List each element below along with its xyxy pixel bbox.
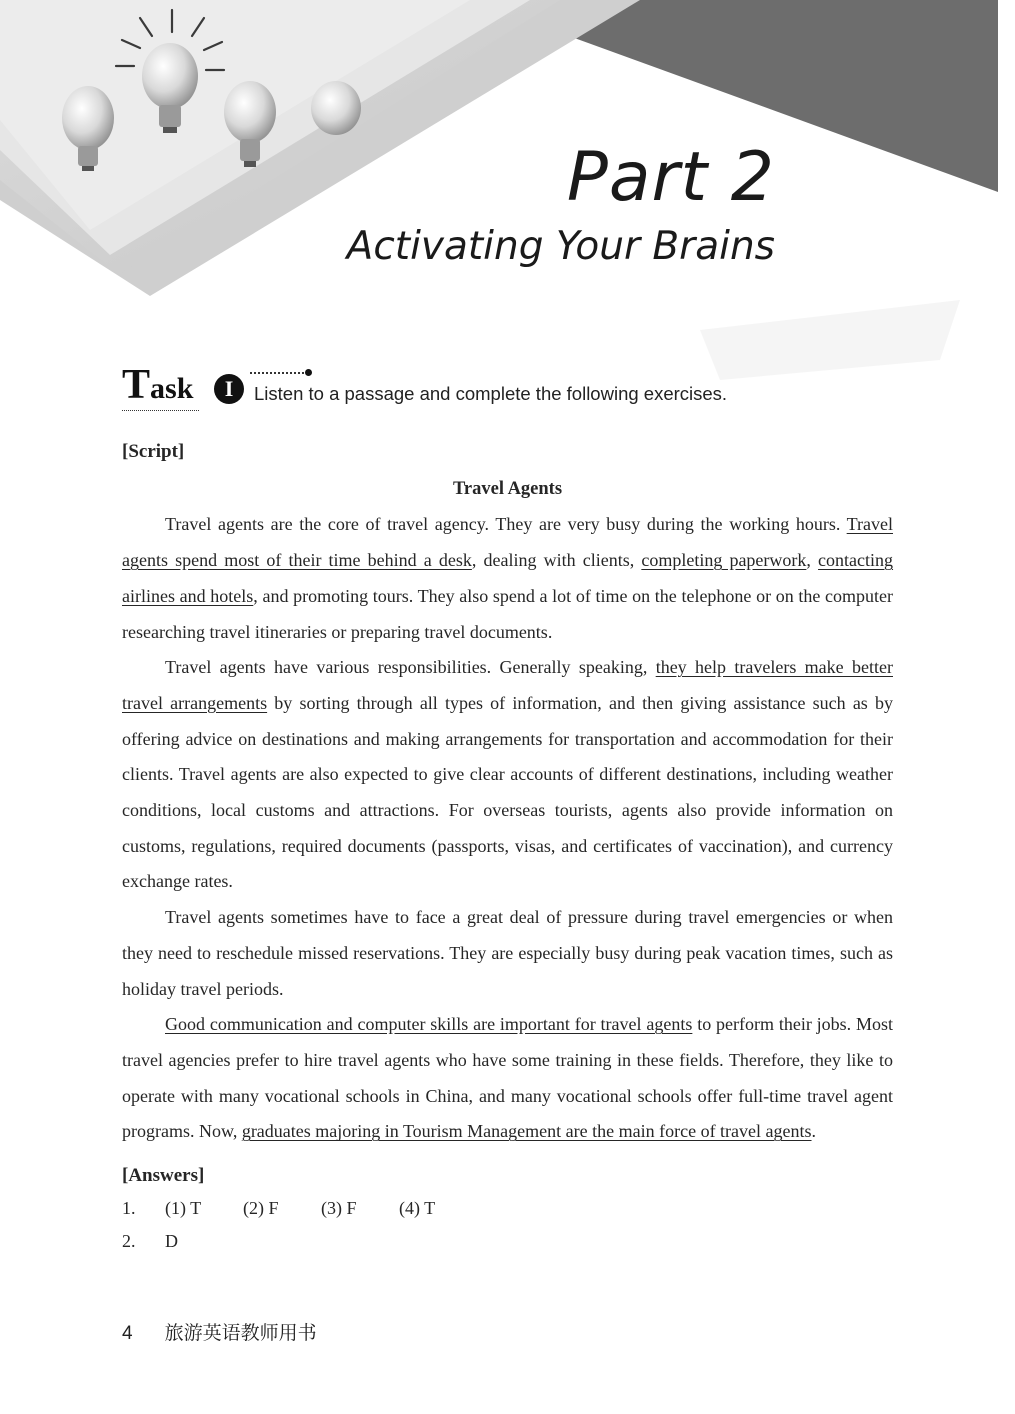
dot-icon xyxy=(305,369,312,376)
paragraph-2: Travel agents have various responsibilities. Generally speaking, they help travelers make better travel arrangements by sorting through all types of information, and then giving assistance such as by offering advice on destinations and making arrangements for transportation and accommodation for their clients. Travel agents are also expected to give clear accounts of different destinations, including weather conditions, local customs and attractions. For overseas tourists, agents also provide information on customs, regulations, required documents (passports, visas, and certificates of vaccination), and currency exchange rates. xyxy=(122,657,893,892)
answer-row: 1. (1) T (2) F (3) F (4) T xyxy=(122,1198,436,1219)
task-instruction: Listen to a passage and complete the following exercises. xyxy=(254,383,728,404)
part-title: Activating Your Brains xyxy=(346,224,775,269)
dotted-line-decoration xyxy=(250,372,308,374)
part-number: Part 2 xyxy=(566,138,775,217)
lightbulb-icon xyxy=(311,81,361,135)
paragraph-4: Good communication and computer skills are important for travel agents to perform their jobs. Most travel agencies prefer to hire travel agents who have some training in these fields. Therefore, they like to operate with many vocational schools in China, and many vocational schools offer full-time travel agent programs. Now, graduates majoring in Tourism Management are the main force of travel agents. xyxy=(122,1014,893,1142)
underlined-key-phrase: Good communication and computer skills are important for travel agents xyxy=(165,1014,693,1035)
answer-row: 2. D xyxy=(122,1231,178,1252)
underlined-key-phrase: completing paperwork xyxy=(641,550,807,571)
task-number-badge: I xyxy=(214,374,244,404)
task-label: Task xyxy=(122,364,199,411)
task-heading xyxy=(122,364,902,410)
answers-label: [Answers] xyxy=(122,1165,205,1187)
underlined-key-phrase: graduates majoring in Tourism Management are the main force of travel agents xyxy=(241,1121,812,1142)
page-number: 4 xyxy=(122,1323,133,1344)
underlined-key-phrase: they help travelers make better travel arrangements xyxy=(122,657,893,713)
article-title: Travel Agents xyxy=(452,478,563,499)
header-decoration xyxy=(0,0,1015,420)
script-label: [Script] xyxy=(122,441,185,462)
paragraph-1: Travel agents are the core of travel agency. They are very busy during the working hours. Travel agents spend most of their time behind a desk, dealing with clients, completing paperwork, contacting airlines and hotels, and promoting tours. They also spend a lot of time on the telephone or on the computer researching travel itineraries or preparing travel documents. xyxy=(122,514,894,642)
paragraph-3: Travel agents sometimes have to face a great deal of pressure during travel emergencies or when they need to reschedule missed reservations. They are especially busy during peak vacation times, such as holiday travel periods. xyxy=(122,907,893,999)
script-content xyxy=(122,434,893,1258)
page-footer xyxy=(122,1318,317,1345)
book-title: 旅游英语教师用书 xyxy=(164,1323,317,1344)
underlined-key-phrase: Travel agents spend most of their time behind a desk xyxy=(122,514,893,571)
underlined-key-phrase: contacting airlines and hotels xyxy=(122,550,894,606)
